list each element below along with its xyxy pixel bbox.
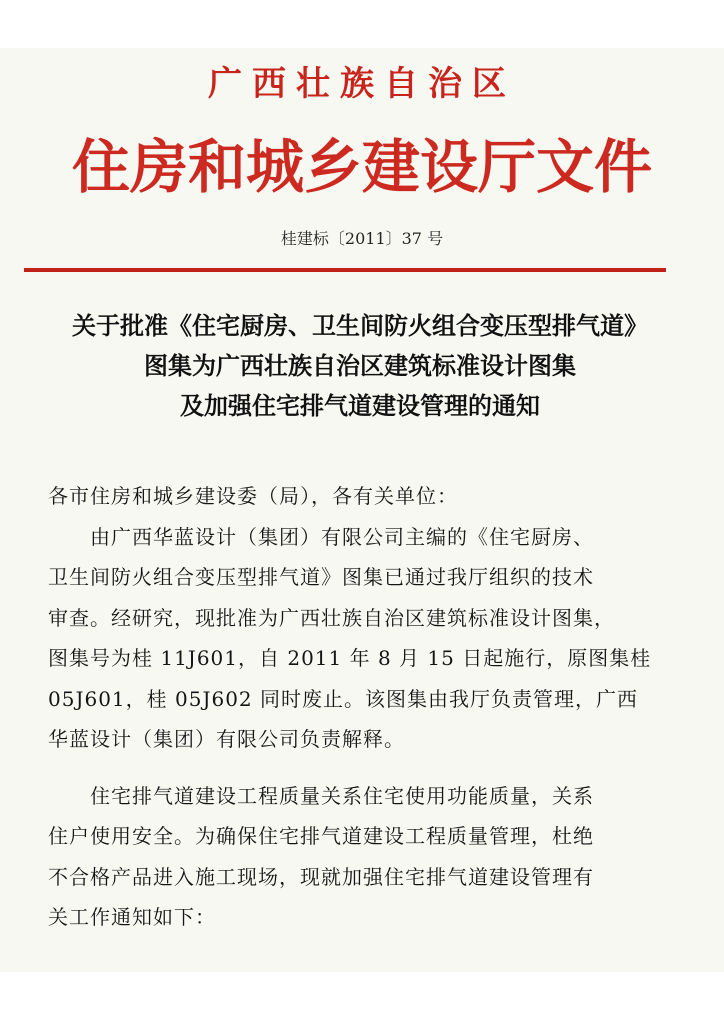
header-divider <box>24 268 666 272</box>
notice-body <box>48 476 698 938</box>
paragraph-1-line: 05J601，桂 05J602 同时废止。该图集由我厅负责管理，广西 <box>48 686 638 711</box>
document-page <box>0 48 724 972</box>
paragraph-2-line: 住户使用安全。为确保住宅排气道建设工程质量管理，杜绝 <box>48 824 594 848</box>
title-line-1: 关于批准《住宅厨房、卫生间防火组合变压型排气道》 <box>72 311 648 340</box>
notice-title <box>30 306 690 426</box>
paragraph-1-line: 审查。经研究，现批准为广西壮族自治区建筑标准设计图集， <box>48 605 615 630</box>
paragraph-1-line: 卫生间防火组合变压型排气道》图集已通过我厅组织的技术 <box>48 565 594 589</box>
issuing-region: 广西壮族自治区 <box>208 64 516 104</box>
issuing-department: 住房和城乡建设厅文件 <box>71 133 652 201</box>
document-number: 桂建标〔2011〕37 号 <box>280 229 444 248</box>
paragraph-gap <box>48 760 698 776</box>
paragraph-1-line: 图集号为桂 11J601，自 2011 年 8 月 15 日起施行，原图集桂 <box>48 646 652 670</box>
paragraph-2-line: 不合格产品进入施工现场，现就加强住宅排气道建设管理有 <box>48 864 594 889</box>
salutation: 各市住房和城乡建设委（局），各有关单位： <box>48 484 458 508</box>
paragraph-1-line: 由广西华蓝设计（集团）有限公司主编的《住宅厨房、 <box>48 524 594 549</box>
paragraph-2-line: 住宅排气道建设工程质量关系住宅使用功能质量，关系 <box>48 783 594 808</box>
paragraph-1-line: 华蓝设计（集团）有限公司负责解释。 <box>48 727 405 751</box>
paragraph-2-line: 关工作通知如下： <box>48 905 216 929</box>
title-line-2: 图集为广西壮族自治区建筑标准设计图集 <box>144 351 576 380</box>
title-line-3: 及加强住宅排气道建设管理的通知 <box>180 391 540 420</box>
